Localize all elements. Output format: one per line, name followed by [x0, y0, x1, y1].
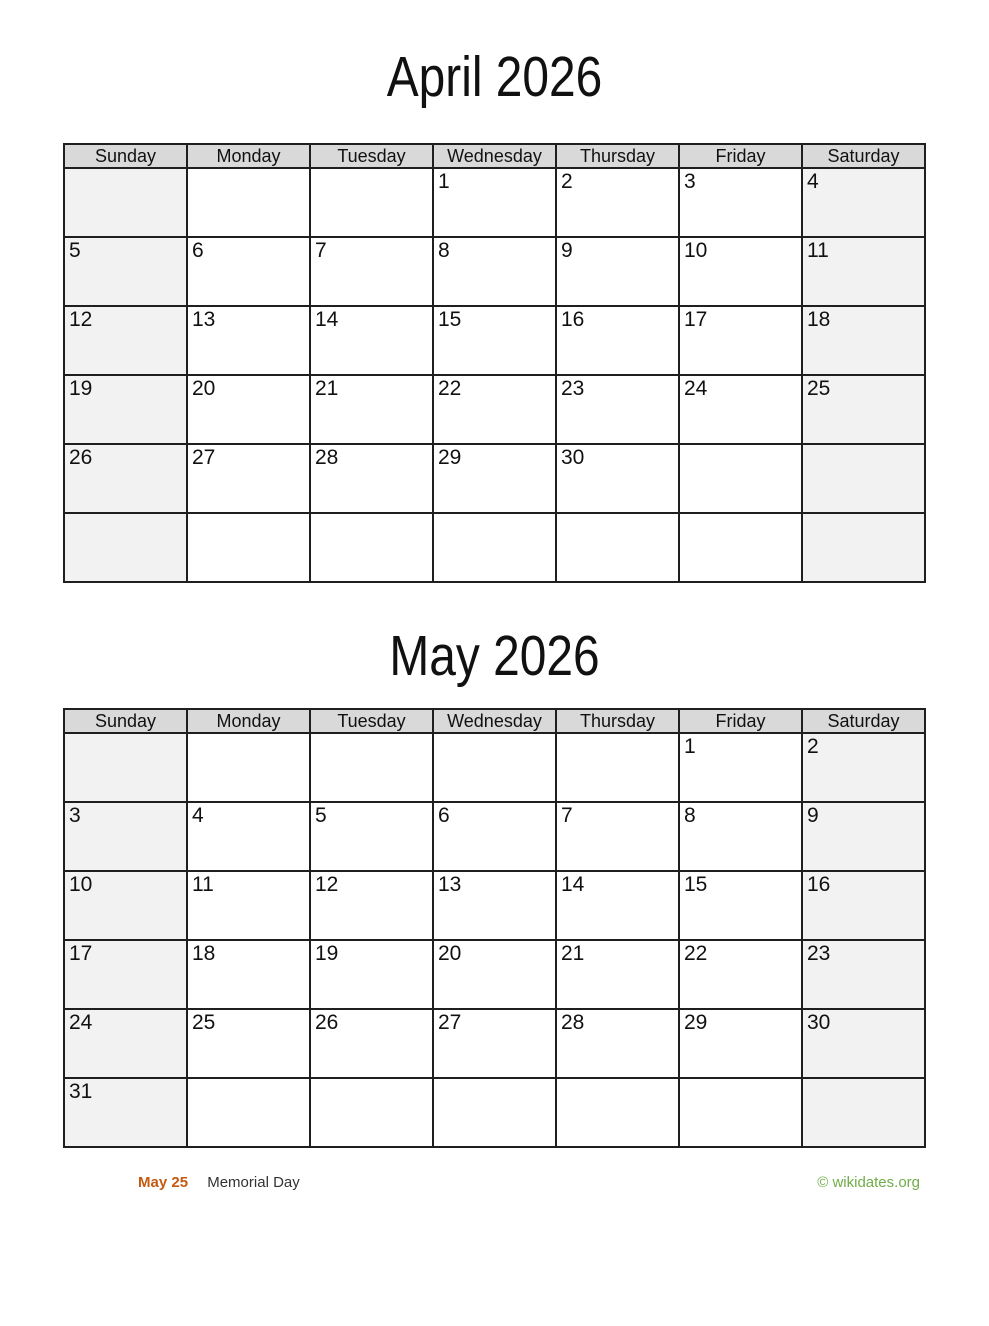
day-number: 24: [684, 377, 708, 400]
day-cell-empty: [433, 1078, 556, 1147]
day-cell-april-2026-20: [187, 375, 310, 444]
day-cell-april-2026-29: [433, 444, 556, 513]
day-number: 3: [69, 804, 81, 827]
day-cell-empty: [556, 513, 679, 582]
day-cell-april-2026-27: [187, 444, 310, 513]
day-cell-april-2026-9: [556, 237, 679, 306]
day-number: 28: [315, 446, 339, 469]
day-number: 4: [807, 170, 819, 193]
holiday-name: Memorial Day: [207, 1174, 300, 1191]
day-cell-april-2026-17: [679, 306, 802, 375]
day-cell-may-2026-21: [556, 940, 679, 1009]
day-cell-may-2026-11: [187, 871, 310, 940]
day-number: 21: [561, 942, 585, 965]
weekday-header-thursday: Thursday: [556, 144, 679, 168]
day-cell-may-2026-26: [310, 1009, 433, 1078]
day-cell-empty: [802, 513, 925, 582]
day-number: 7: [315, 239, 327, 262]
day-cell-empty: [187, 513, 310, 582]
weekday-header-row: [64, 709, 925, 733]
day-cell-may-2026-30: [802, 1009, 925, 1078]
day-number: 15: [438, 308, 462, 331]
weekday-header-row: [64, 144, 925, 168]
day-number: 20: [192, 377, 216, 400]
day-number: 27: [192, 446, 216, 469]
week-row: [64, 306, 925, 375]
day-cell-may-2026-2: [802, 733, 925, 802]
day-cell-may-2026-31: [64, 1078, 187, 1147]
day-cell-april-2026-24: [679, 375, 802, 444]
day-number: 18: [192, 942, 216, 965]
day-number: 7: [561, 804, 573, 827]
day-number: 10: [69, 873, 93, 896]
day-cell-empty: [679, 1078, 802, 1147]
day-number: 17: [69, 942, 93, 965]
day-number: 29: [438, 446, 462, 469]
day-cell-april-2026-7: [310, 237, 433, 306]
day-cell-may-2026-13: [433, 871, 556, 940]
day-number: 17: [684, 308, 708, 331]
day-number: 6: [438, 804, 450, 827]
weekday-header-sunday: Sunday: [64, 144, 187, 168]
week-row: [64, 513, 925, 582]
day-number: 8: [684, 804, 696, 827]
day-cell-empty: [679, 444, 802, 513]
day-cell-april-2026-8: [433, 237, 556, 306]
month-section-may: [63, 625, 926, 1148]
day-cell-empty: [310, 733, 433, 802]
day-cell-empty: [64, 513, 187, 582]
week-row: [64, 1009, 925, 1078]
day-number: 2: [807, 735, 819, 758]
day-number: 24: [69, 1011, 93, 1034]
day-number: 3: [684, 170, 696, 193]
day-number: 5: [69, 239, 81, 262]
day-cell-empty: [187, 168, 310, 237]
day-cell-april-2026-6: [187, 237, 310, 306]
week-row: [64, 168, 925, 237]
day-cell-april-2026-12: [64, 306, 187, 375]
day-cell-april-2026-19: [64, 375, 187, 444]
day-cell-may-2026-17: [64, 940, 187, 1009]
day-cell-april-2026-1: [433, 168, 556, 237]
weekday-header-wednesday: Wednesday: [433, 144, 556, 168]
day-number: 30: [807, 1011, 831, 1034]
week-row: [64, 733, 925, 802]
day-number: 5: [315, 804, 327, 827]
week-row: [64, 375, 925, 444]
week-row: [64, 1078, 925, 1147]
month-title-april: April 2026: [386, 45, 603, 109]
day-cell-may-2026-28: [556, 1009, 679, 1078]
day-number: 8: [438, 239, 450, 262]
month-title-may: May 2026: [389, 624, 600, 688]
day-cell-may-2026-14: [556, 871, 679, 940]
day-number: 31: [69, 1080, 93, 1103]
day-number: 25: [807, 377, 831, 400]
day-cell-empty: [310, 1078, 433, 1147]
day-number: 4: [192, 804, 204, 827]
day-number: 20: [438, 942, 462, 965]
day-number: 26: [69, 446, 93, 469]
day-number: 23: [807, 942, 831, 965]
weekday-header-sunday: Sunday: [64, 709, 187, 733]
weekday-header-tuesday: Tuesday: [310, 144, 433, 168]
day-number: 1: [684, 735, 696, 758]
day-cell-april-2026-28: [310, 444, 433, 513]
day-cell-empty: [556, 733, 679, 802]
copyright-link[interactable]: © wikidates.org: [817, 1174, 920, 1191]
day-cell-empty: [187, 733, 310, 802]
day-number: 14: [315, 308, 339, 331]
day-number: 9: [807, 804, 819, 827]
day-cell-may-2026-25: [187, 1009, 310, 1078]
day-number: 19: [69, 377, 93, 400]
day-cell-empty: [433, 733, 556, 802]
week-row: [64, 444, 925, 513]
day-cell-april-2026-5: [64, 237, 187, 306]
weekday-header-friday: Friday: [679, 709, 802, 733]
day-number: 13: [192, 308, 216, 331]
footer: [63, 1174, 926, 1192]
day-cell-empty: [310, 168, 433, 237]
weekday-header-saturday: Saturday: [802, 144, 925, 168]
day-number: 12: [69, 308, 93, 331]
week-row: [64, 871, 925, 940]
week-row: [64, 940, 925, 1009]
day-cell-empty: [310, 513, 433, 582]
day-number: 21: [315, 377, 339, 400]
weekday-header-saturday: Saturday: [802, 709, 925, 733]
day-cell-april-2026-16: [556, 306, 679, 375]
day-cell-empty: [802, 1078, 925, 1147]
day-cell-april-2026-21: [310, 375, 433, 444]
day-cell-may-2026-23: [802, 940, 925, 1009]
day-cell-may-2026-6: [433, 802, 556, 871]
day-number: 16: [807, 873, 831, 896]
day-cell-may-2026-8: [679, 802, 802, 871]
day-cell-empty: [187, 1078, 310, 1147]
day-number: 11: [192, 873, 214, 896]
calendar-page: [63, 46, 926, 1192]
day-number: 28: [561, 1011, 585, 1034]
day-number: 18: [807, 308, 831, 331]
day-cell-may-2026-7: [556, 802, 679, 871]
day-number: 26: [315, 1011, 339, 1034]
day-cell-empty: [64, 733, 187, 802]
day-cell-april-2026-23: [556, 375, 679, 444]
day-cell-april-2026-18: [802, 306, 925, 375]
weekday-header-tuesday: Tuesday: [310, 709, 433, 733]
day-cell-april-2026-4: [802, 168, 925, 237]
day-cell-empty: [433, 513, 556, 582]
day-number: 11: [807, 239, 829, 262]
day-cell-may-2026-16: [802, 871, 925, 940]
day-cell-april-2026-15: [433, 306, 556, 375]
day-cell-april-2026-22: [433, 375, 556, 444]
weekday-header-wednesday: Wednesday: [433, 709, 556, 733]
day-number: 29: [684, 1011, 708, 1034]
day-cell-may-2026-10: [64, 871, 187, 940]
day-number: 22: [684, 942, 708, 965]
calendar-table-may: [63, 708, 926, 1148]
day-cell-may-2026-5: [310, 802, 433, 871]
day-number: 19: [315, 942, 339, 965]
day-cell-may-2026-3: [64, 802, 187, 871]
holiday-date: May 25: [138, 1174, 189, 1191]
day-cell-april-2026-14: [310, 306, 433, 375]
day-cell-may-2026-29: [679, 1009, 802, 1078]
day-cell-may-2026-4: [187, 802, 310, 871]
day-cell-april-2026-26: [64, 444, 187, 513]
day-cell-may-2026-19: [310, 940, 433, 1009]
day-number: 23: [561, 377, 585, 400]
day-number: 25: [192, 1011, 216, 1034]
day-cell-may-2026-20: [433, 940, 556, 1009]
day-number: 12: [315, 873, 339, 896]
month-section-april: [63, 46, 926, 583]
day-number: 9: [561, 239, 573, 262]
day-cell-april-2026-30: [556, 444, 679, 513]
holiday-note: [138, 1174, 300, 1192]
day-cell-may-2026-9: [802, 802, 925, 871]
day-cell-may-2026-22: [679, 940, 802, 1009]
day-cell-april-2026-25: [802, 375, 925, 444]
day-cell-may-2026-24: [64, 1009, 187, 1078]
day-cell-empty: [556, 1078, 679, 1147]
day-number: 6: [192, 239, 204, 262]
day-cell-may-2026-12: [310, 871, 433, 940]
day-cell-may-2026-1: [679, 733, 802, 802]
weekday-header-monday: Monday: [187, 709, 310, 733]
day-cell-april-2026-2: [556, 168, 679, 237]
calendar-table-april: [63, 143, 926, 583]
day-cell-empty: [679, 513, 802, 582]
day-cell-may-2026-27: [433, 1009, 556, 1078]
day-cell-empty: [64, 168, 187, 237]
day-number: 2: [561, 170, 573, 193]
day-number: 30: [561, 446, 585, 469]
day-number: 15: [684, 873, 708, 896]
day-cell-may-2026-15: [679, 871, 802, 940]
weekday-header-friday: Friday: [679, 144, 802, 168]
day-number: 10: [684, 239, 708, 262]
weekday-header-monday: Monday: [187, 144, 310, 168]
day-number: 13: [438, 873, 462, 896]
day-number: 16: [561, 308, 585, 331]
day-cell-empty: [802, 444, 925, 513]
day-cell-april-2026-10: [679, 237, 802, 306]
day-cell-april-2026-13: [187, 306, 310, 375]
day-number: 14: [561, 873, 585, 896]
day-number: 27: [438, 1011, 462, 1034]
day-cell-april-2026-3: [679, 168, 802, 237]
day-cell-april-2026-11: [802, 237, 925, 306]
day-number: 1: [438, 170, 450, 193]
week-row: [64, 237, 925, 306]
day-cell-may-2026-18: [187, 940, 310, 1009]
day-number: 22: [438, 377, 462, 400]
week-row: [64, 802, 925, 871]
weekday-header-thursday: Thursday: [556, 709, 679, 733]
